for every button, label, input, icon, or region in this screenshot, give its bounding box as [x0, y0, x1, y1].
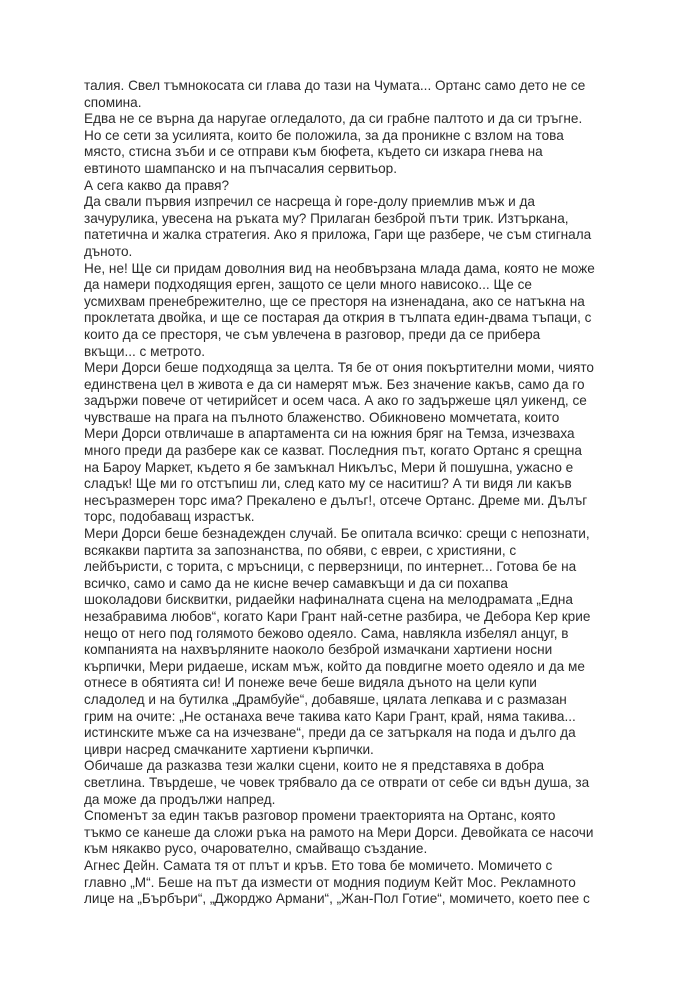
paragraph: талия. Свел тъмнокосата си глава до тази на Чумата... Ортанс само дето не се спомина.	[84, 78, 586, 110]
paragraph: Едва не се върна да наругае огледалото, да си грабне палтото и да си тръгне. Но се сети за усилията, които бе положила, за да проникне с взлом на това място, стисна зъби и се отправи към бюфета, където си изкара гнева на евтиното шампанско и на пъпчасалия сервитьор.	[84, 111, 583, 176]
paragraph: Агнес Дейн. Самата тя от плът и кръв. Ето това бе момичето. Момичето с главно „М“. Беше на път да измести от модния подиум Кейт Мос. Рекламното лице на „Бърбъри“, „Джорджо Армани“, „Жан-Пол Готие“, момичето, което пее с	[84, 857, 590, 907]
paragraph: Мери Дорси беше безнадежден случай. Бе опитала всичко: срещи с непознати, всякакви партита за запознанства, по обяви, с евреи, с християни, с лейбъристи, с торита, с мръсници, с перверзници, по интернет... Готова бе на всичко, само и само да не кисне вечер самавкъщи и да си похапва шоколадови бисквитки, ридаейки нафиналната сцена на мелодрамата „Една незабравима любов“, когато Кари Грант най-сетне разбира, че Дебора Кер крие нещо от него под голямото бежово одеяло. Сама, навлякла избелял анцуг, в компанията на нахвърляните наоколо безброй измачкани хартиени носни кърпички, Мери ридаеше, искам мъж, който да повдигне моето одеяло и да ме отнесе в обятията си! И понеже вече беше видяла дъното на цели купи сладолед и на бутилка „Драмбуйе“, добавяше, цялата лепкава и с размазан грим на очите: „Не останаха вече такива като Кари Грант, край, няма такива... истинските мъже са на изчезване“, преди да се затъркаля на пода и дълго да циври насред смачканите хартиени кърпички.	[84, 526, 591, 757]
document-page	[84, 78, 624, 908]
paragraph: А сега какво да правя?	[84, 177, 230, 193]
paragraph: Да свали първия изпречил се насреща ѝ горе-долу приемлив мъж и да зачурулика, увесена на ръката му? Прилаган безброй пъти трик. Изтъркана, патетична и жалка стратегия. Ако я приложа, Гари ще разбере, че съм стигнала дъното.	[84, 194, 592, 259]
paragraph: Мери Дорси беше подходяща за целта. Тя бе от ония покъртителни моми, чиято единствена цел в живота е да си намерят мъж. Без значение какъв, само да го задържи повече от четирийсет и осем часа. А ако го задържеше цял уикенд, се чувстваше на прага на пълното блаженство. Обикновено момчетата, които Мери Дорси отвличаше в апартамента си на южния бряг на Темза, изчезваха много преди да разбере как се казват. Последния път, когато Ортанс я срещна на Бароу Маркет, където я бе замъкнал Никълъс, Мери й пошушна, ужасно е сладък! Ще ми го отстъпиш ли, след като му се наситиш? А ти видя ли какъв несъразмерен торс има? Прекалено е дълъг!, отсече Ортанс. Дреме ми. Дълъг торс, подобаващ израстък.	[84, 360, 594, 525]
paragraph: Споменът за един такъв разговор промени траекторията на Ортанс, която тъкмо се канеше да сложи ръка на рамото на Мери Дорси. Девойката се насочи към някакво русо, очарователно, смайващо създание.	[84, 808, 594, 857]
paragraph: Не, не! Ще си придам доволния вид на необвързана млада дама, която не може да намери подходящия ерген, защото се цели много нависоко... Ще се усмихвам пренебрежително, ще се престоря на изненадана, ако се натъкна на проклетата двойка, и ще се постарая да открия в тълпата един-двама тъпаци, с които да се престоря, че съм увлечена в разговор, преди да се прибера вкъщи... с метрото.	[84, 260, 595, 359]
paragraph: Обичаше да разказва тези жалки сцени, които не я представяха в добра светлина. Твърдеше, че човек трябвало да се отврати от себе си вдън душа, за да може да продължи напред.	[84, 758, 590, 807]
